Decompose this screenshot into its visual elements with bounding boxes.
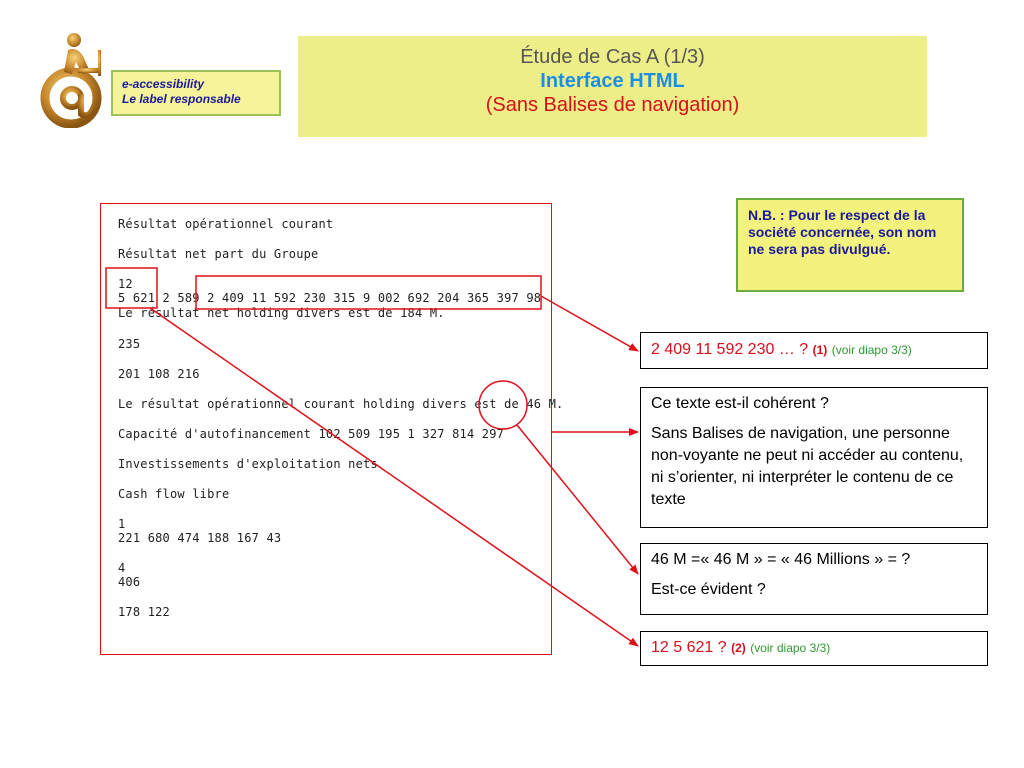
callout-46m-line1: 46 M =« 46 M » = « 46 Millions » = ? — [651, 551, 911, 568]
callout-12-5621-note: (voir diapo 3/3) — [750, 641, 831, 655]
title-line1: Étude de Cas A (1/3) — [520, 46, 705, 68]
callout-46m — [640, 543, 988, 615]
callout-numbers-ref: (1) — [812, 343, 828, 357]
doc-line: 235 — [118, 337, 141, 351]
label-line1-prefix: e — [122, 77, 129, 91]
callout-46m-line2: Est-ce évident ? — [651, 581, 766, 598]
label-line2: Le label responsable — [122, 92, 241, 106]
doc-line: 201 108 216 — [118, 367, 200, 381]
callout-numbers — [640, 332, 988, 369]
doc-line: Capacité d'autofinancement 102 509 195 1 327 814 297 — [118, 427, 505, 441]
doc-line: Le résultat opérationnel courant holding divers est de 46 M. — [118, 397, 564, 411]
arrow-numbers — [541, 296, 638, 351]
callout-12-5621-ref: (2) — [731, 641, 746, 655]
doc-line: 406 — [118, 575, 141, 589]
callout-coherence — [640, 387, 988, 528]
doc-line: Résultat opérationnel courant — [118, 217, 334, 231]
doc-line: 178 122 — [118, 605, 170, 619]
title-line2: Interface HTML — [540, 70, 685, 92]
callout-coherence-question: Ce texte est-il cohérent ? — [651, 395, 829, 412]
doc-line: 4 — [118, 561, 126, 575]
callout-numbers-text: 2 409 11 592 230 … ? — [651, 341, 809, 358]
doc-line: 5 621 2 589 2 409 11 592 230 315 9 002 692 204 365 397 98 — [118, 291, 542, 305]
callout-coherence-explanation: Sans Balises de navigation, une personne non-voyante ne peut ni accéder au contenu, ni s’orienter, ni interpréter le contenu de ce texte — [651, 425, 964, 508]
e-accessibility-logo-icon — [38, 28, 110, 128]
doc-line: Le résultat net holding divers est de 184 M. — [118, 306, 445, 320]
doc-line: Cash flow libre — [118, 487, 230, 501]
doc-line: 221 680 474 188 167 43 — [118, 531, 282, 545]
html-document-panel — [100, 203, 564, 655]
note-box: N.B. : Pour le respect de la société concernée, son nom ne sera pas divulgué. — [736, 198, 964, 292]
label-line1 — [122, 77, 279, 92]
callout-12-5621-text: 12 5 621 ? — [651, 639, 727, 656]
callout-12-5621 — [640, 631, 988, 666]
doc-line: Investissements d'exploitation nets — [118, 457, 378, 471]
label-badge — [111, 70, 281, 116]
slide-title — [298, 36, 927, 137]
title-line3: (Sans Balises de navigation) — [485, 94, 740, 116]
doc-line: 1 — [118, 517, 126, 531]
callout-numbers-note: (voir diapo 3/3) — [831, 343, 912, 357]
doc-line: Résultat net part du Groupe — [118, 247, 319, 261]
label-line1-rest: -accessibility — [128, 77, 205, 91]
doc-line: 12 — [118, 277, 133, 291]
